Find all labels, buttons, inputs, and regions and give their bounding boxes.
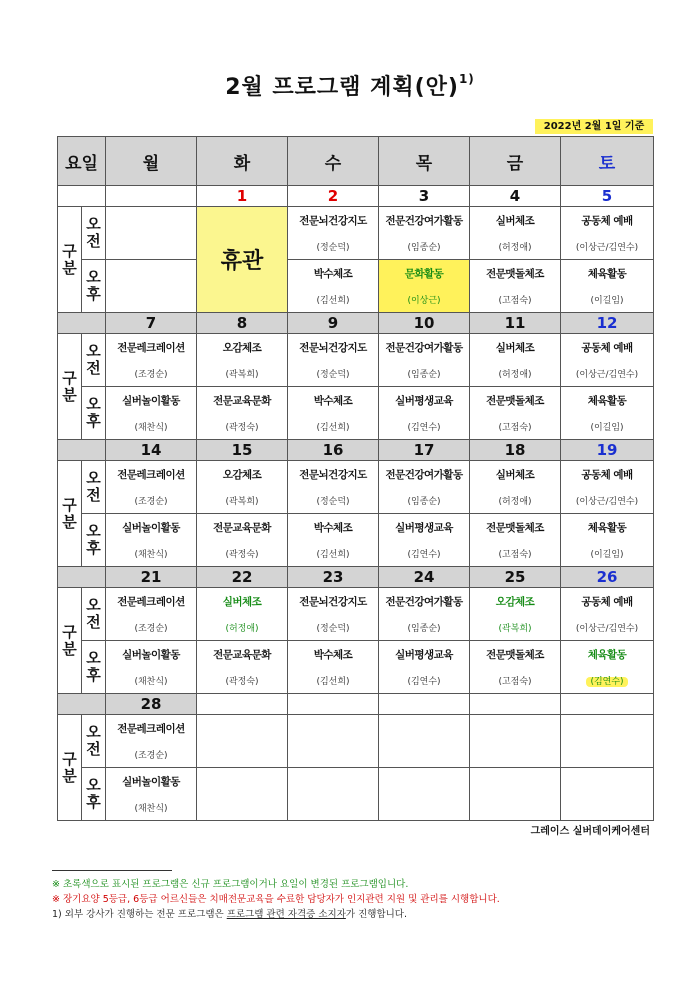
date-cell xyxy=(470,694,561,715)
date-cell xyxy=(106,186,197,207)
gubun-label xyxy=(58,461,82,567)
date-cell: 8 xyxy=(197,313,288,334)
label-char: 전 xyxy=(86,359,101,377)
program-cell xyxy=(106,461,197,514)
teacher-name: (곽복희) xyxy=(225,370,259,380)
program-cell xyxy=(470,260,561,313)
label-char: 전 xyxy=(86,232,101,250)
program-cell xyxy=(288,387,379,440)
label-char: 후 xyxy=(86,793,101,811)
date-cell: 26 xyxy=(561,567,654,588)
teacher-name: (허정애) xyxy=(498,497,532,507)
teacher-name: (이상근/김연수) xyxy=(575,370,639,380)
program-cell xyxy=(197,588,288,641)
date-cell xyxy=(561,694,654,715)
program-cell xyxy=(379,514,470,567)
date-cell: 18 xyxy=(470,440,561,461)
date-row-blank xyxy=(58,567,106,588)
teacher-name: (이상근/김연수) xyxy=(575,624,639,634)
program-name: 실버체조 xyxy=(222,596,262,608)
center-name: 그레이스 실버데이케어센터 xyxy=(530,826,650,837)
program-name: 오감체조 xyxy=(495,596,535,608)
program-name: 체육활동 xyxy=(587,395,627,407)
date-row xyxy=(58,440,654,461)
date-cell: 10 xyxy=(379,313,470,334)
date-cell xyxy=(288,694,379,715)
date-row xyxy=(58,694,654,715)
teacher-name: (김선희) xyxy=(316,550,350,560)
date-row xyxy=(58,313,654,334)
program-name: 체육활동 xyxy=(587,522,627,534)
program-cell xyxy=(106,207,197,260)
program-cell xyxy=(470,514,561,567)
program-name: 박수체조 xyxy=(313,522,353,534)
program-cell xyxy=(561,461,654,514)
pm-label xyxy=(82,768,106,821)
date-cell: 23 xyxy=(288,567,379,588)
teacher-name: (정순덕) xyxy=(316,624,350,634)
date-row-blank xyxy=(58,313,106,334)
am-label xyxy=(82,461,106,514)
program-cell xyxy=(106,768,197,821)
date-cell: 22 xyxy=(197,567,288,588)
program-cell xyxy=(379,207,470,260)
teacher-name: (김선희) xyxy=(316,423,350,433)
teacher-name: (조경순) xyxy=(134,497,168,507)
date-row-blank xyxy=(58,186,106,207)
program-cell xyxy=(470,715,561,768)
am-row xyxy=(58,588,654,641)
program-cell xyxy=(106,715,197,768)
program-name: 전문건강여가활동 xyxy=(385,215,463,227)
teacher-name: (임종순) xyxy=(407,243,441,253)
note-red: ※ 장기요양 5등급, 6등급 어르신들은 치매전문교육을 수료한 담당자가 인지관련 지원 및 관리를 시행합니다. xyxy=(52,894,500,905)
label-char: 후 xyxy=(86,412,101,430)
label-char: 후 xyxy=(86,666,101,684)
am-label xyxy=(82,334,106,387)
label-char: 전 xyxy=(86,486,101,504)
header-sat: 토 xyxy=(561,137,654,186)
program-cell xyxy=(561,588,654,641)
header-fri: 금 xyxy=(470,137,561,186)
date-cell: 16 xyxy=(288,440,379,461)
program-name: 공동체 예배 xyxy=(581,215,633,227)
teacher-name: (고점숙) xyxy=(498,423,532,433)
date-cell: 3 xyxy=(379,186,470,207)
teacher-name: (김선희) xyxy=(316,677,350,687)
am-label xyxy=(82,207,106,260)
teacher-name: (김연수) xyxy=(407,677,441,687)
date-cell xyxy=(197,694,288,715)
program-name: 공동체 예배 xyxy=(581,342,633,354)
label-char: 분 xyxy=(62,639,77,658)
program-cell xyxy=(197,514,288,567)
program-cell xyxy=(197,334,288,387)
program-cell xyxy=(379,387,470,440)
program-name: 실버평생교육 xyxy=(395,395,453,407)
program-cell xyxy=(379,334,470,387)
program-cell xyxy=(379,588,470,641)
program-name: 실버체조 xyxy=(495,469,535,481)
label-char: 오 xyxy=(86,268,101,286)
program-cell xyxy=(379,461,470,514)
date-cell: 15 xyxy=(197,440,288,461)
teacher-name: (임종순) xyxy=(407,624,441,634)
label-char: 구 xyxy=(62,368,77,387)
program-name: 실버놀이활동 xyxy=(122,395,180,407)
program-cell xyxy=(106,387,197,440)
note-footnote: 1) 외부 강사가 진행하는 전문 프로그램은 프로그램 관련 자격증 소지자가 진행합니다. xyxy=(52,909,407,920)
date-cell: 9 xyxy=(288,313,379,334)
teacher-name: (김연수) xyxy=(407,550,441,560)
label-char: 구 xyxy=(62,749,77,768)
program-cell xyxy=(561,387,654,440)
teacher-name: (곽복희) xyxy=(498,624,532,634)
date-cell: 7 xyxy=(106,313,197,334)
program-name: 문화활동 xyxy=(404,268,444,280)
program-cell xyxy=(379,260,470,313)
program-name: 실버평생교육 xyxy=(395,522,453,534)
label-char: 분 xyxy=(62,258,77,277)
header-thu: 목 xyxy=(379,137,470,186)
program-cell xyxy=(288,207,379,260)
program-cell xyxy=(288,461,379,514)
am-row xyxy=(58,715,654,768)
program-name: 오감체조 xyxy=(222,469,262,481)
label-char: 분 xyxy=(62,512,77,531)
program-cell xyxy=(470,641,561,694)
am-label xyxy=(82,715,106,768)
label-char: 오 xyxy=(86,776,101,794)
am-row xyxy=(58,334,654,387)
teacher-name: (이길임) xyxy=(590,423,624,433)
teacher-name: (정순덕) xyxy=(316,497,350,507)
program-cell xyxy=(197,641,288,694)
program-name: 전문교육문화 xyxy=(213,395,271,407)
label-char: 후 xyxy=(86,285,101,303)
teacher-name: (곽정숙) xyxy=(225,423,259,433)
teacher-name: (정순덕) xyxy=(316,370,350,380)
header-mon: 월 xyxy=(106,137,197,186)
date-cell: 21 xyxy=(106,567,197,588)
program-cell xyxy=(106,588,197,641)
program-name: 전문맷돌체조 xyxy=(486,649,544,661)
header-wed: 수 xyxy=(288,137,379,186)
teacher-name: (채찬식) xyxy=(134,677,168,687)
date-cell: 14 xyxy=(106,440,197,461)
program-name: 체육활동 xyxy=(587,268,627,280)
pm-row xyxy=(58,768,654,821)
program-cell xyxy=(197,461,288,514)
teacher-name xyxy=(561,674,653,687)
program-cell xyxy=(288,768,379,821)
date-cell: 1 xyxy=(197,186,288,207)
pm-row xyxy=(58,514,654,567)
label-char: 분 xyxy=(62,385,77,404)
teacher-name: (김연수) xyxy=(407,423,441,433)
program-cell xyxy=(288,641,379,694)
teacher-name: (허정애) xyxy=(498,370,532,380)
program-cell xyxy=(379,768,470,821)
label-char: 오 xyxy=(86,395,101,413)
pm-label xyxy=(82,641,106,694)
teacher-name: (곽정숙) xyxy=(225,677,259,687)
program-name: 실버체조 xyxy=(495,342,535,354)
teacher-name: (임종순) xyxy=(407,370,441,380)
program-cell xyxy=(470,207,561,260)
pm-label xyxy=(82,387,106,440)
program-cell xyxy=(288,334,379,387)
program-name: 전문건강여가활동 xyxy=(385,596,463,608)
program-cell xyxy=(561,260,654,313)
label-char: 구 xyxy=(62,622,77,641)
date-row-blank xyxy=(58,694,106,715)
date-cell: 19 xyxy=(561,440,654,461)
program-cell xyxy=(561,641,654,694)
teacher-name: (정순덕) xyxy=(316,243,350,253)
program-name: 전문맷돌체조 xyxy=(486,522,544,534)
program-name: 전문건강여가활동 xyxy=(385,342,463,354)
label-char: 오 xyxy=(86,215,101,233)
pm-label xyxy=(82,260,106,313)
teacher-name: (이상근/김연수) xyxy=(575,497,639,507)
pm-row xyxy=(58,387,654,440)
notes xyxy=(52,877,500,922)
program-cell xyxy=(470,387,561,440)
program-name: 실버평생교육 xyxy=(395,649,453,661)
date-cell xyxy=(379,694,470,715)
label-char: 후 xyxy=(86,539,101,557)
program-cell xyxy=(106,514,197,567)
teacher-name: (허정애) xyxy=(225,624,259,634)
teacher-name: (조경순) xyxy=(134,751,168,761)
program-cell xyxy=(561,514,654,567)
header-tue: 화 xyxy=(197,137,288,186)
teacher-name: (채찬식) xyxy=(134,423,168,433)
teacher-name: (곽정숙) xyxy=(225,550,259,560)
gubun-label xyxy=(58,588,82,694)
date-cell: 28 xyxy=(106,694,197,715)
am-label xyxy=(82,588,106,641)
gubun-label xyxy=(58,715,82,821)
program-name: 박수체조 xyxy=(313,268,353,280)
program-name: 전문뇌건강지도 xyxy=(299,596,367,608)
program-name: 공동체 예배 xyxy=(581,596,633,608)
note-green: ※ 초록색으로 표시된 프로그램은 신규 프로그램이거나 요일이 변경된 프로그램입니다. xyxy=(52,879,409,890)
header-day-label: 요일 xyxy=(58,137,106,186)
program-cell xyxy=(288,715,379,768)
basis-date: 2022년 2월 1일 기준 xyxy=(535,119,653,134)
program-name: 전문맷돌체조 xyxy=(486,395,544,407)
program-name: 전문레크레이션 xyxy=(117,596,185,608)
header-row xyxy=(58,137,654,186)
program-name: 실버놀이활동 xyxy=(122,522,180,534)
teacher-name: (조경순) xyxy=(134,624,168,634)
teacher-name: (김선희) xyxy=(316,296,350,306)
label-char: 오 xyxy=(86,342,101,360)
program-cell xyxy=(106,641,197,694)
program-cell xyxy=(561,334,654,387)
program-name: 실버놀이활동 xyxy=(122,649,180,661)
pm-label xyxy=(82,514,106,567)
program-cell xyxy=(288,260,379,313)
label-char: 구 xyxy=(62,241,77,260)
gubun-label xyxy=(58,334,82,440)
program-name: 전문레크레이션 xyxy=(117,723,185,735)
teacher-name: (채찬식) xyxy=(134,550,168,560)
program-cell xyxy=(106,334,197,387)
teacher-name: (조경순) xyxy=(134,370,168,380)
program-name: 전문교육문화 xyxy=(213,649,271,661)
teacher-name: (곽복희) xyxy=(225,497,259,507)
program-cell xyxy=(379,641,470,694)
program-cell xyxy=(288,588,379,641)
teacher-name: (고점숙) xyxy=(498,296,532,306)
program-cell xyxy=(470,334,561,387)
date-cell: 17 xyxy=(379,440,470,461)
date-cell: 24 xyxy=(379,567,470,588)
teacher-name: (허정애) xyxy=(498,243,532,253)
teacher-name: (이상근) xyxy=(407,296,441,306)
date-row xyxy=(58,186,654,207)
program-cell xyxy=(197,768,288,821)
program-name: 전문뇌건강지도 xyxy=(299,469,367,481)
am-row xyxy=(58,461,654,514)
program-name: 전문뇌건강지도 xyxy=(299,215,367,227)
teacher-name: (채찬식) xyxy=(134,804,168,814)
label-char: 오 xyxy=(86,596,101,614)
program-name: 오감체조 xyxy=(222,342,262,354)
program-cell xyxy=(197,715,288,768)
program-cell xyxy=(561,207,654,260)
date-cell: 2 xyxy=(288,186,379,207)
label-char: 분 xyxy=(62,766,77,785)
teacher-name-text: (김연수) xyxy=(586,677,627,687)
date-row-blank xyxy=(58,440,106,461)
program-name: 전문교육문화 xyxy=(213,522,271,534)
program-cell xyxy=(470,588,561,641)
program-name: 전문뇌건강지도 xyxy=(299,342,367,354)
program-name: 전문건강여가활동 xyxy=(385,469,463,481)
date-cell: 25 xyxy=(470,567,561,588)
program-name: 실버체조 xyxy=(495,215,535,227)
label-char: 구 xyxy=(62,495,77,514)
program-cell xyxy=(197,387,288,440)
teacher-name: (이길임) xyxy=(590,296,624,306)
date-cell: 4 xyxy=(470,186,561,207)
label-char: 오 xyxy=(86,522,101,540)
teacher-name: (이상근/김연수) xyxy=(575,243,639,253)
program-cell xyxy=(379,715,470,768)
program-cell xyxy=(288,514,379,567)
program-cell xyxy=(561,768,654,821)
program-name: 박수체조 xyxy=(313,395,353,407)
gubun-label xyxy=(58,207,82,313)
pm-row xyxy=(58,641,654,694)
closed-cell: 휴관 xyxy=(197,207,288,313)
footnote-mark: 1) xyxy=(458,72,475,86)
date-cell: 12 xyxy=(561,313,654,334)
program-cell xyxy=(470,768,561,821)
program-name: 박수체조 xyxy=(313,649,353,661)
program-name: 실버놀이활동 xyxy=(122,776,180,788)
date-cell: 11 xyxy=(470,313,561,334)
program-name: 체육활동 xyxy=(587,649,627,661)
program-calendar xyxy=(57,136,654,821)
label-char: 전 xyxy=(86,613,101,631)
teacher-name: (임종순) xyxy=(407,497,441,507)
label-char: 오 xyxy=(86,649,101,667)
teacher-name: (고점숙) xyxy=(498,677,532,687)
label-char: 오 xyxy=(86,723,101,741)
am-row xyxy=(58,207,654,260)
date-cell: 5 xyxy=(561,186,654,207)
teacher-name: (고점숙) xyxy=(498,550,532,560)
program-name: 전문레크레이션 xyxy=(117,469,185,481)
teacher-name: (이길임) xyxy=(590,550,624,560)
program-cell xyxy=(561,715,654,768)
pm-row xyxy=(58,260,654,313)
program-cell xyxy=(470,461,561,514)
label-char: 전 xyxy=(86,740,101,758)
program-cell xyxy=(106,260,197,313)
date-row xyxy=(58,567,654,588)
program-name: 공동체 예배 xyxy=(581,469,633,481)
footnote-divider xyxy=(52,870,172,871)
program-name: 전문맷돌체조 xyxy=(486,268,544,280)
label-char: 오 xyxy=(86,469,101,487)
program-name: 전문레크레이션 xyxy=(117,342,185,354)
page-title: 2월 프로그램 계획(안)$^{1)}$ xyxy=(225,72,475,100)
